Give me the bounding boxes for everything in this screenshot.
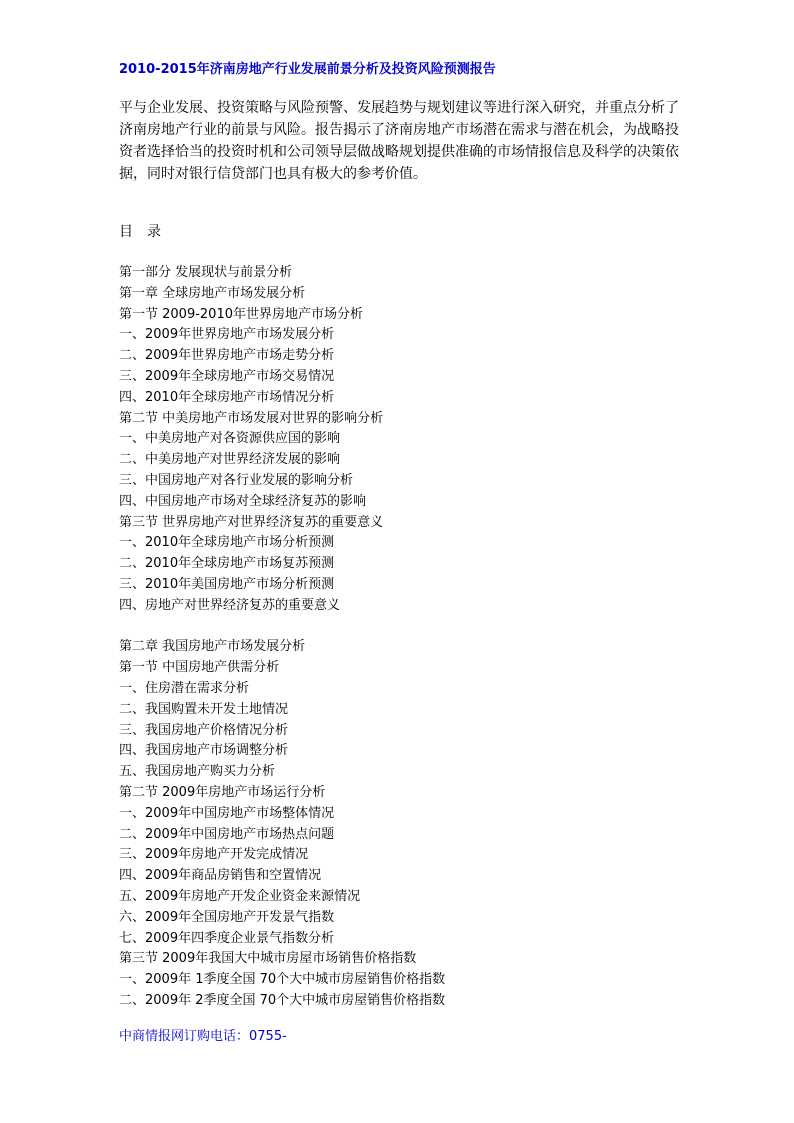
toc-line: 第一节 2009-2010年世界房地产市场分析	[119, 306, 363, 322]
toc-line: 五、我国房地产购买力分析	[119, 764, 276, 780]
toc-line: 第二节 2009年房地产市场运行分析	[119, 784, 326, 800]
toc-block-2	[119, 637, 719, 1011]
table-of-contents	[119, 263, 719, 1012]
toc-line: 第一节 中国房地产供需分析	[119, 660, 280, 676]
toc-line: 一、中美房地产对各资源供应国的影响	[119, 431, 341, 447]
toc-line: 三、2010年美国房地产市场分析预测	[119, 576, 335, 592]
toc-line: 第三节 世界房地产对世界经济复苏的重要意义	[119, 514, 384, 530]
toc-line: 二、2009年中国房地产市场热点问题	[119, 826, 335, 842]
toc-line: 二、2010年全球房地产市场复苏预测	[119, 556, 335, 572]
toc-line: 三、2009年全球房地产市场交易情况	[119, 368, 335, 384]
toc-line: 六、2009年全国房地产开发景气指数	[119, 909, 335, 925]
toc-line: 一、2009年 1季度全国 70个大中城市房屋销售价格指数	[119, 972, 446, 988]
toc-line: 二、我国购置未开发土地情况	[119, 701, 289, 717]
toc-line: 四、中国房地产市场对全球经济复苏的影响	[119, 493, 367, 509]
toc-line: 七、2009年四季度企业景气指数分析	[119, 930, 335, 946]
toc-line: 二、2009年 2季度全国 70个大中城市房屋销售价格指数	[119, 992, 446, 1008]
toc-line: 二、中美房地产对世界经济发展的影响	[119, 452, 341, 468]
toc-line: 二、2009年世界房地产市场走势分析	[119, 348, 335, 364]
toc-line: 三、中国房地产对各行业发展的影响分析	[119, 472, 354, 488]
toc-line: 四、2009年商品房销售和空置情况	[119, 868, 322, 884]
toc-line: 四、房地产对世界经济复苏的重要意义	[119, 597, 341, 613]
order-phone-footer: 中商情报网订购电话：0755-	[119, 1029, 287, 1044]
toc-line: 四、2010年全球房地产市场情况分析	[119, 389, 335, 405]
toc-line: 一、住房潜在需求分析	[119, 680, 250, 696]
toc-line: 三、2009年房地产开发完成情况	[119, 847, 309, 863]
toc-block-1	[119, 263, 719, 617]
toc-line: 五、2009年房地产开发企业资金来源情况	[119, 888, 361, 904]
toc-line: 三、我国房地产价格情况分析	[119, 722, 289, 738]
toc-line: 第二章 我国房地产市场发展分析	[119, 639, 306, 655]
toc-heading: 目 录	[119, 224, 161, 240]
toc-line: 一、2009年世界房地产市场发展分析	[119, 327, 335, 343]
toc-line: 第一章 全球房地产市场发展分析	[119, 285, 306, 301]
toc-spacer	[119, 617, 719, 638]
toc-line: 第三节 2009年我国大中城市房屋市场销售价格指数	[119, 951, 417, 967]
toc-line: 一、2009年中国房地产市场整体情况	[119, 805, 335, 821]
toc-line: 四、我国房地产市场调整分析	[119, 743, 289, 759]
report-title: 2010-2015年济南房地产行业发展前景分析及投资风险预测报告	[119, 62, 496, 77]
toc-line: 一、2010年全球房地产市场分析预测	[119, 535, 335, 551]
toc-line: 第二节 中美房地产市场发展对世界的影响分析	[119, 410, 384, 426]
intro-paragraph: 平与企业发展、投资策略与风险预警、发展趋势与规划建议等进行深入研究，并重点分析了济南房地产行业的前景与风险。报告揭示了济南房地产市场潜在需求与潜在机会，为战略投资者选择恰当的投资时机和公司领导层做战略规划提供准确的市场情报信息及科学的决策依据，同时对银行信贷部门也具有极大的参考价值。	[119, 100, 679, 182]
toc-line: 第一部分 发展现状与前景分析	[119, 265, 293, 280]
